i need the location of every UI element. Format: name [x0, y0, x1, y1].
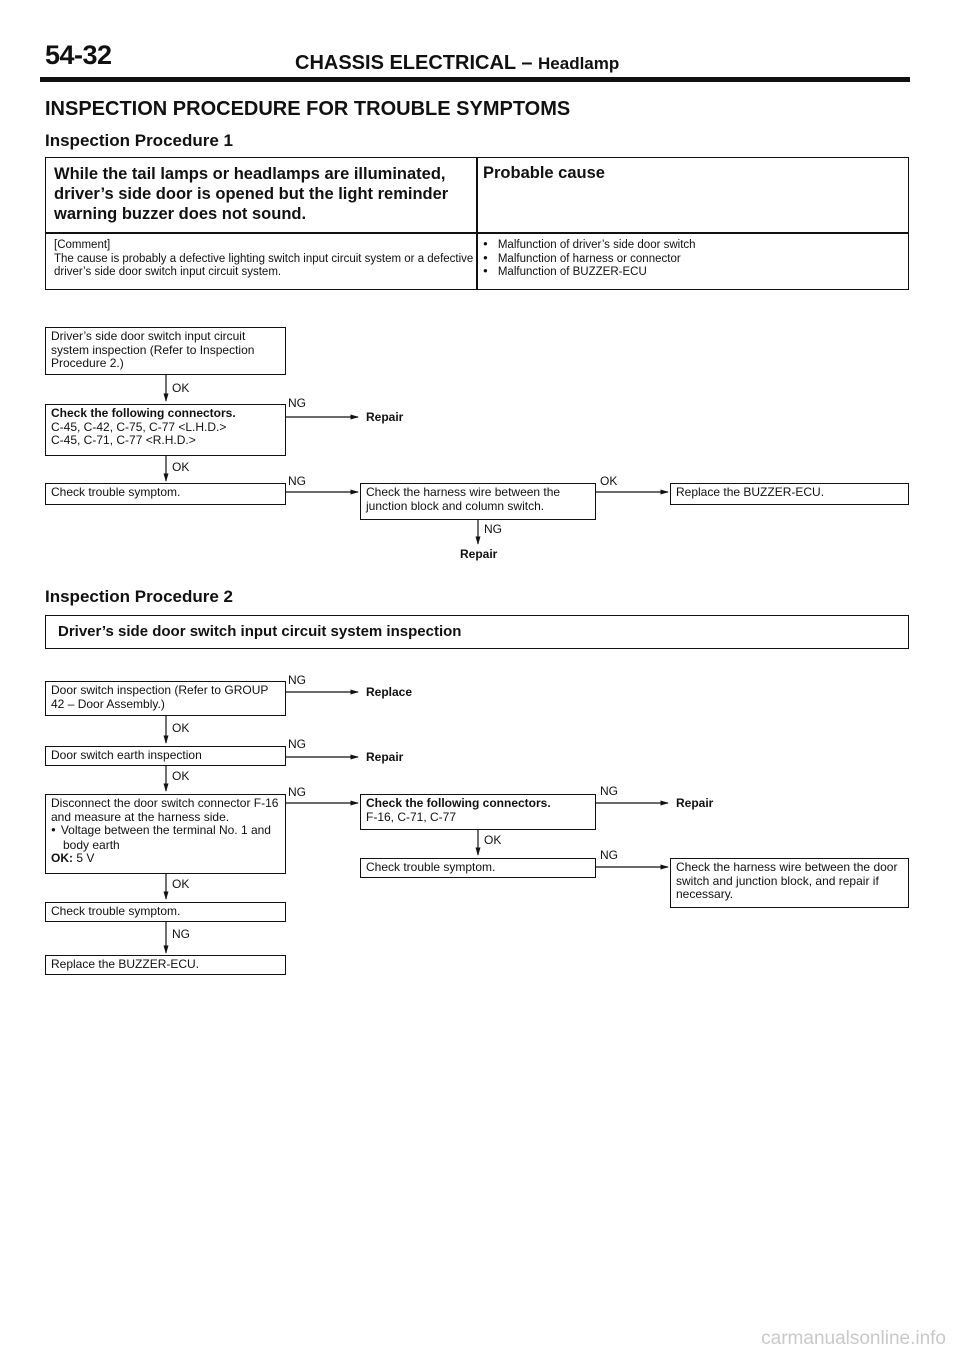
p1-step-check-connectors — [45, 404, 286, 456]
p2-check-connectors-title: Check the following connectors. — [366, 796, 551, 810]
p2-ng-label: NG — [600, 848, 618, 862]
p2-ng-label: NG — [288, 673, 306, 687]
p1-step-check-harness: Check the harness wire between the junction block and column switch. — [360, 483, 596, 520]
p2-ng-label: NG — [288, 737, 306, 751]
p2-ng-label: NG — [172, 927, 190, 941]
p2-ok-label: OK — [172, 769, 190, 783]
p2-ok-label: OK — [172, 877, 190, 891]
p1-repair: Repair — [460, 547, 498, 561]
probable-cause-label: Probable cause — [483, 164, 605, 182]
watermark: carmanualsonline.info — [761, 1328, 946, 1349]
comment-label: [Comment] — [54, 239, 111, 251]
procedure1-heading: Inspection Procedure 1 — [45, 131, 233, 150]
cause-item: ● Malfunction of harness or connector — [483, 253, 696, 267]
p2-replace: Replace — [366, 685, 413, 699]
p2-ng-label: NG — [600, 784, 618, 798]
p2-repair: Repair — [676, 796, 714, 810]
p2-voltage-text: Voltage between the terminal No. 1 and body earth — [60, 823, 271, 852]
p2-connectors-list: F-16, C-71, C-77 — [366, 809, 457, 824]
p2-ok-criterion-label: OK: — [51, 851, 73, 865]
procedure2-title: Driver’s side door switch input circuit system inspection — [58, 623, 462, 640]
procedure2-heading: Inspection Procedure 2 — [45, 587, 233, 606]
p1-ng-label: NG — [288, 474, 306, 488]
p2-step-replace-ecu: Replace the BUZZER-ECU. — [45, 955, 286, 975]
section-dash: – — [521, 52, 533, 74]
p2-ok-criterion-value: 5 V — [76, 851, 95, 865]
cause-item: ● Malfunction of driver’s side door switch — [483, 239, 696, 253]
p2-step-check-symptom-left: Check trouble symptom. — [45, 902, 286, 922]
p2-ng-label: NG — [288, 785, 306, 799]
cause-item: ● Malfunction of BUZZER-ECU — [483, 266, 696, 280]
page-title: INSPECTION PROCEDURE FOR TROUBLE SYMPTOMS — [45, 98, 571, 120]
page-number: 54-32 — [45, 40, 112, 70]
p1-connectors-rhd: C-45, C-71, C-77 <R.H.D.> — [51, 433, 196, 447]
p2-measure-instruction: Disconnect the door switch connector F-16 and measure at the harness side. — [51, 796, 279, 824]
p2-ok-label: OK — [172, 721, 190, 735]
p2-step-check-symptom-right: Check trouble symptom. — [360, 858, 596, 878]
procedure2-title-bar — [45, 615, 909, 649]
p2-step-check-connectors — [360, 794, 596, 830]
trouble-symptom: While the tail lamps or headlamps are illuminated, driver’s side door is opened but the light reminder warning buzzer does not sound. — [54, 165, 449, 223]
p2-voltage-item: ● Voltage between the terminal No. 1 and body earth — [51, 823, 271, 852]
p2-ok-criterion — [51, 852, 280, 866]
p1-ok-label: OK — [172, 381, 190, 395]
p1-step-input-circuit-inspection: Driver’s side door switch input circuit system inspection (Refer to Inspection Procedure 2.) — [45, 327, 286, 375]
p1-check-connectors-title: Check the following connectors. — [51, 406, 236, 420]
section-name: CHASSIS ELECTRICAL — [295, 52, 516, 74]
p1-step-replace-ecu: Replace the BUZZER-ECU. — [670, 483, 909, 505]
p1-ok-label: OK — [600, 474, 618, 488]
p1-ok-label: OK — [172, 460, 190, 474]
p2-step-check-harness: Check the harness wire between the door switch and junction block, and repair if necessary. — [670, 858, 909, 908]
comment-text: The cause is probably a defective lighting switch input circuit system or a defective driver’s side door switch input circuit system. — [54, 252, 474, 278]
p2-step-measure-voltage — [45, 794, 286, 874]
subsection-name: Headlamp — [538, 54, 620, 73]
p2-repair: Repair — [366, 750, 404, 764]
p1-step-check-symptom: Check trouble symptom. — [45, 483, 286, 505]
p2-step-earth-inspection: Door switch earth inspection — [45, 746, 286, 766]
p1-connectors-lhd: C-45, C-42, C-75, C-77 <L.H.D.> — [51, 419, 227, 434]
p2-step-door-switch-inspection: Door switch inspection (Refer to GROUP 42 – Door Assembly.) — [45, 681, 286, 716]
p1-ng-label: NG — [288, 396, 306, 410]
p2-ok-label: OK — [484, 833, 502, 847]
p1-ng-label: NG — [484, 522, 502, 536]
p1-repair: Repair — [366, 410, 404, 424]
